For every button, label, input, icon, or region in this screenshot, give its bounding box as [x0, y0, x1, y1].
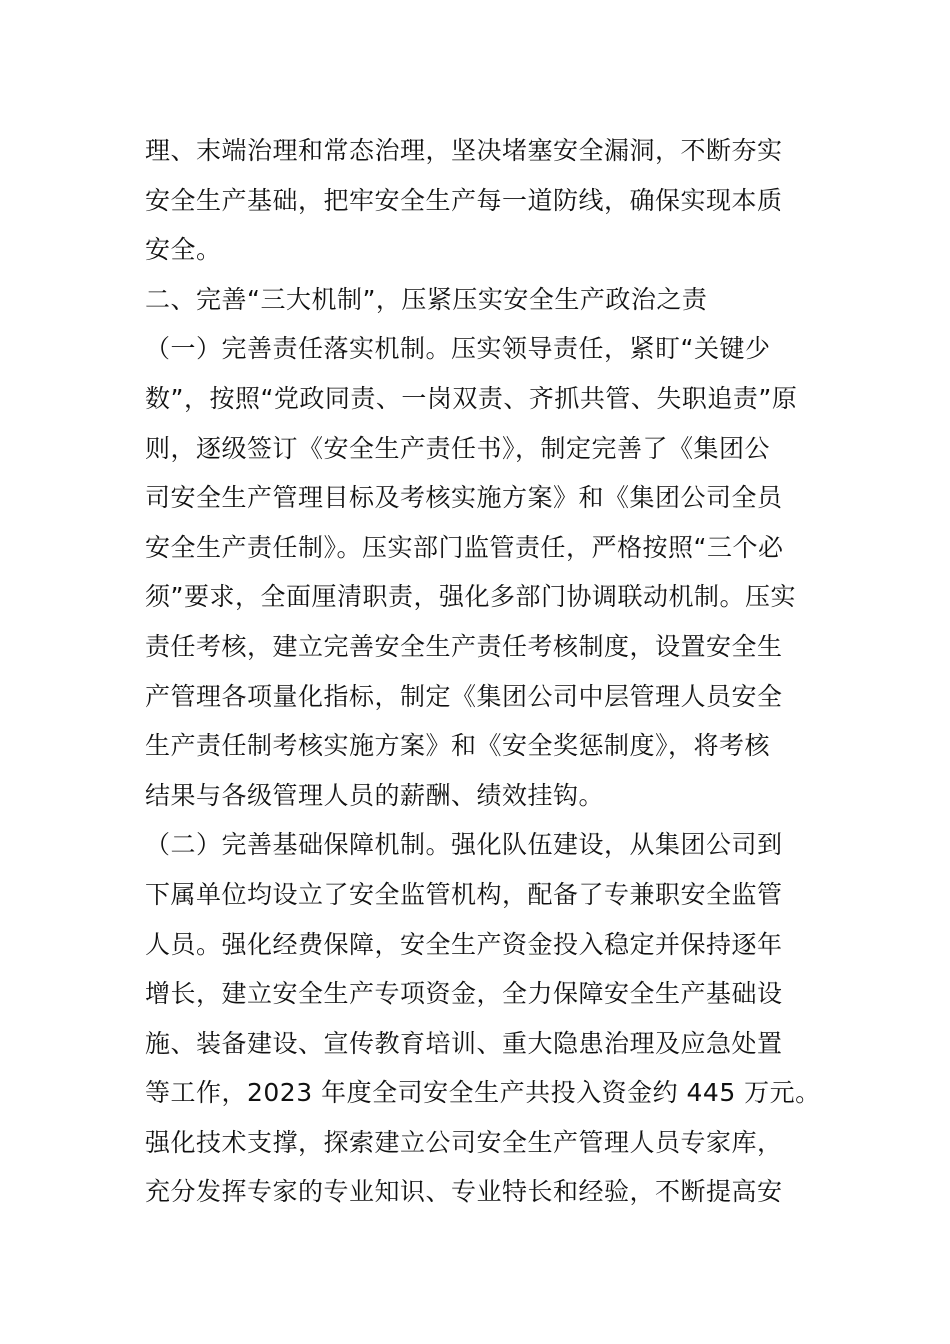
text-line: 须”要求，全面厘清职责，强化多部门协调联动机制。压实 [145, 582, 796, 612]
text-line: 下属单位均设立了安全监管机构，配备了专兼职安全监管 [145, 879, 783, 909]
text-line: 施、装备建设、宣传教育培训、重大隐患治理及应急处置 [145, 1028, 783, 1058]
text-line: 理、末端治理和常态治理，坚决堵塞安全漏洞，不断夯实 [145, 136, 783, 165]
text-line: 充分发挥专家的专业知识、专业特长和经验，不断提高安 [145, 1177, 783, 1207]
text-line: 产管理各项量化指标，制定《集团公司中层管理人员安全 [145, 681, 783, 711]
text-line: 等工作，2023 年度全司安全生产共投入资金约 445 万元。 [145, 1078, 821, 1108]
text-line: （二）完善基础保障机制。强化队伍建设，从集团公司到 [145, 830, 783, 860]
text-line: 数”，按照“党政同责、一岗双责、齐抓共管、失职追责”原 [145, 383, 798, 413]
text-line: 结果与各级管理人员的薪酬、绩效挂钩。 [145, 780, 605, 810]
text-line: 则，逐级签订《安全生产责任书》，制定完善了《集团公 [145, 433, 771, 463]
text-line: 安全。 [145, 235, 222, 265]
text-line: 生产责任制考核实施方案》和《安全奖惩制度》，将考核 [145, 731, 771, 761]
text-line: 人员。强化经费保障，安全生产资金投入稳定并保持逐年 [145, 929, 783, 959]
text-line: 安全生产责任制》。压实部门监管责任，严格按照“三个必 [145, 532, 784, 562]
text-line: 司安全生产管理目标及考核实施方案》和《集团公司全员 [145, 483, 783, 513]
text-line: （一）完善责任落实机制。压实领导责任，紧盯“关键少 [145, 334, 771, 364]
text-line: 强化技术支撑，探索建立公司安全生产管理人员专家库， [145, 1127, 783, 1157]
text-line: 安全生产基础，把牢安全生产每一道防线，确保实现本质 [145, 185, 783, 215]
section-heading: 二、完善“三大机制”，压紧压实安全生产政治之责 [145, 284, 708, 314]
body-text [145, 126, 825, 1217]
text-line: 责任考核，建立完善安全生产责任考核制度，设置安全生 [145, 631, 783, 661]
text-line: 增长，建立安全生产专项资金，全力保障安全生产基础设 [145, 979, 783, 1009]
